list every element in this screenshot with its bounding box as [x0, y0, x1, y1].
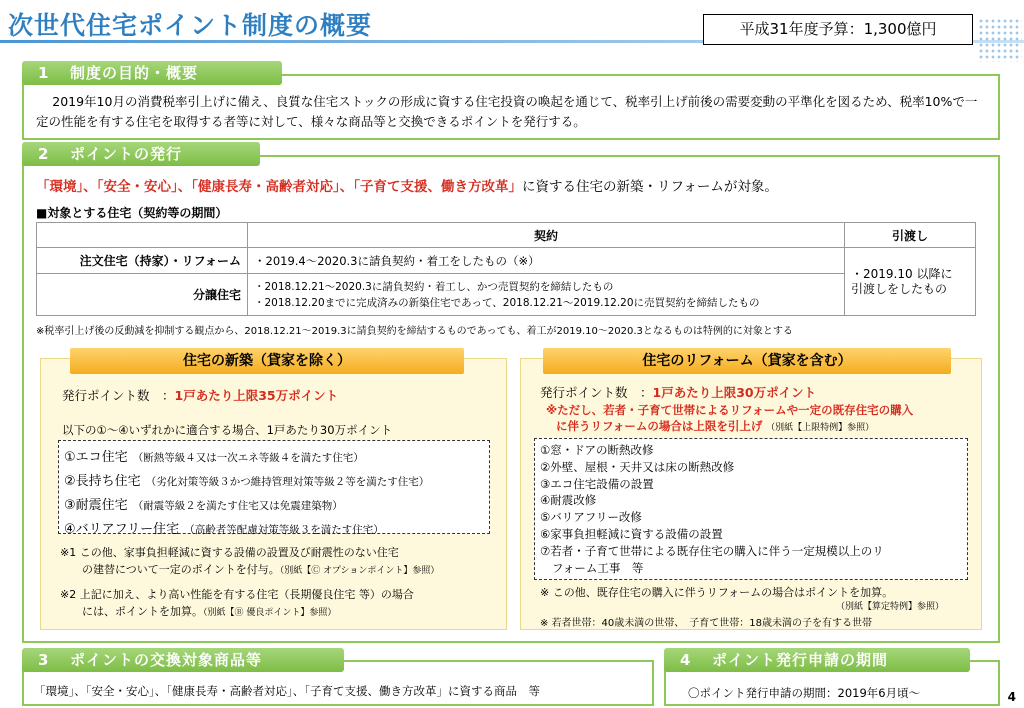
section-2-number: 2 [38, 145, 50, 163]
section-1-label: 制度の目的・概要 [70, 64, 199, 82]
section-2-label: ポイントの発行 [70, 145, 183, 163]
new-item-desc: （断熱等級４又は一次エネ等級４を満たす住宅） [132, 452, 364, 464]
sale-contract-2: ・2018.12.20までに完成済みの新築住宅であって、2018.12.21～2019.12.20に売買契約を締結したもの [254, 296, 760, 309]
section-2-lead-highlight: 「環境」、「安全・安心」、「健康長寿・高齢者対応」、「子育て支援、働き方改革」 [36, 179, 522, 195]
section-3-label: ポイントの交換対象商品等 [70, 651, 263, 669]
reform-special-ref: （別紙【上限特例】参照） [766, 423, 875, 433]
new-points-line [62, 386, 338, 404]
new-note-2-b: には、ポイントを加算。 [82, 605, 203, 618]
reform-note-2: ※ 若者世帯：40歳未満の世帯、 子育て世帯：18歳未満の子を有する世帯 [540, 618, 873, 629]
new-item-name: ①エコ住宅 [64, 450, 128, 465]
new-note-2 [60, 586, 500, 622]
col-delivery: 引渡し [845, 223, 976, 248]
section-4-tab [664, 648, 970, 672]
table-note: ※税率引上げ後の反動減を抑制する観点から、2018.12.21～2019.3に請負契約を締結するものであっても、着工が2019.10～2020.3となるものは特例的に対象とする [36, 326, 793, 337]
section-2-lead [36, 175, 778, 195]
reform-item: フォーム工事 等 [552, 560, 644, 575]
table-title: ■対象とする住宅（契約等の期間） [36, 206, 228, 220]
new-item-desc: （劣化対策等級３かつ維持管理対策等級２等を満たす住宅） [145, 476, 430, 488]
section-3-tab [22, 648, 344, 672]
new-note-2-b-line [60, 603, 500, 622]
reform-special-1: ※ただし、若者・子育て世帯によるリフォームや一定の既存住宅の購入 [546, 403, 914, 417]
section-3-text: 「環境」、「安全・安心」、「健康長寿・高齢者対応」、「子育て支援、働き方改革」に資する商品 等 [34, 684, 540, 698]
new-item-name: ④バリアフリー住宅 [64, 522, 180, 537]
reform-item: ⑤バリアフリー改修 [540, 510, 642, 525]
row-order-housing-label: 注文住宅（持家）・リフォーム [37, 248, 248, 274]
reform-special-2: に伴うリフォームの場合は上限を引上げ [556, 419, 763, 433]
reform-note-1-ref: （別紙【算定特例】参照） [836, 602, 945, 612]
delivery-cell [845, 248, 976, 316]
section-4-label: ポイント発行申請の期間 [712, 651, 889, 669]
new-note-1-b-line [60, 561, 500, 580]
reform-items-list [540, 442, 964, 576]
section-4-text: 〇ポイント発行申請の期間：2019年6月頃～ [688, 686, 921, 700]
delivery-line-2: 引渡しをしたもの [851, 281, 948, 296]
new-note-1-b: の建替について一定のポイントを付与。 [82, 563, 280, 576]
section-2-tab [22, 142, 260, 166]
section-2-lead-rest: に資する住宅の新築・リフォームが対象。 [522, 179, 778, 195]
reform-points-label: 発行ポイント数 ： [540, 385, 653, 400]
reform-item: ⑦若者・子育て世帯による既存住宅の購入に伴う一定規模以上のリ [540, 543, 884, 558]
table-corner [37, 223, 248, 248]
new-note-2-a: ※2 上記に加え、より高い性能を有する住宅（長期優良住宅 等）の場合 [60, 588, 414, 601]
new-items-list [64, 445, 484, 541]
col-contract: 契約 [248, 223, 845, 248]
page-title: 次世代住宅ポイント制度の概要 [8, 11, 373, 40]
reform-special [546, 402, 978, 436]
page-number: 4 [1007, 690, 1016, 704]
new-item [64, 493, 484, 517]
reform-special-2-line [546, 418, 978, 436]
reform-item: ④耐震改修 [540, 493, 597, 508]
reform-item: ②外壁、屋根・天井又は床の断熱改修 [540, 459, 735, 474]
new-item [64, 445, 484, 469]
new-item [64, 469, 484, 493]
reform-points-line [540, 383, 816, 401]
row-order-housing-contract: ・2019.4～2020.3に請負契約・着工をしたもの（※） [248, 248, 845, 274]
new-item-name: ③耐震住宅 [64, 498, 128, 513]
row-sale-housing-label: 分譲住宅 [37, 274, 248, 316]
section-1-text: 2019年10月の消費税率引上げに備え、良質な住宅ストックの形成に資する住宅投資の喚起を通じて、税率引上げ前後の需要変動の平準化を図るため、税率10%で一定の性能を有する住宅を取得する者等に対して、様々な商品等と交換できるポイントを発行する。 [36, 94, 978, 129]
decorative-dots [978, 18, 1022, 62]
sale-contract-1: ・2018.12.21～2020.3に請負契約・着工し、かつ売買契約を締結したもの [254, 280, 614, 293]
section-4-number: 4 [680, 651, 692, 669]
new-construction-title: 住宅の新築（貸家を除く） [70, 348, 464, 374]
new-item [64, 517, 484, 541]
new-points-value: 1戸あたり上限35万ポイント [174, 388, 339, 403]
reform-title: 住宅のリフォーム（貸家を含む） [543, 348, 951, 374]
new-condition: 以下の①～④いずれかに適合する場合、1戸あたり30万ポイント [62, 423, 393, 437]
section-3-number: 3 [38, 651, 50, 669]
reform-item: ①窓・ドアの断熱改修 [540, 443, 654, 457]
delivery-line-1: ・2019.10 以降に [851, 266, 953, 281]
new-note-1 [60, 544, 500, 580]
target-housing-table [36, 222, 976, 316]
new-item-desc: （高齢者等配慮対策等級３を満たす住宅） [184, 524, 384, 536]
section-1-tab [22, 61, 282, 85]
reform-item: ⑥家事負担軽減に資する設備の設置 [540, 526, 723, 541]
new-item-name: ②長持ち住宅 [64, 474, 141, 489]
reform-note-1: ※ この他、既存住宅の購入に伴うリフォームの場合はポイントを加算。 [540, 586, 894, 599]
section-1-number: 1 [38, 64, 50, 82]
new-item-desc: （耐震等級２を満たす住宅又は免震建築物） [132, 500, 343, 512]
new-note-2-ref: （別紙【Ⓑ 優良ポイント】参照） [203, 608, 337, 618]
new-note-1-ref: （別紙【Ⓒ オプションポイント】参照） [279, 566, 440, 576]
new-points-label: 発行ポイント数 ： [62, 388, 175, 403]
budget-box: 平成31年度予算：1,300億円 [703, 14, 973, 45]
reform-points-value: 1戸あたり上限30万ポイント [652, 385, 817, 400]
new-note-1-a: ※1 この他、家事負担軽減に資する設備の設置及び耐震性のない住宅 [60, 546, 399, 559]
row-sale-housing-contract [248, 274, 845, 316]
reform-item: ③エコ住宅設備の設置 [540, 476, 654, 491]
